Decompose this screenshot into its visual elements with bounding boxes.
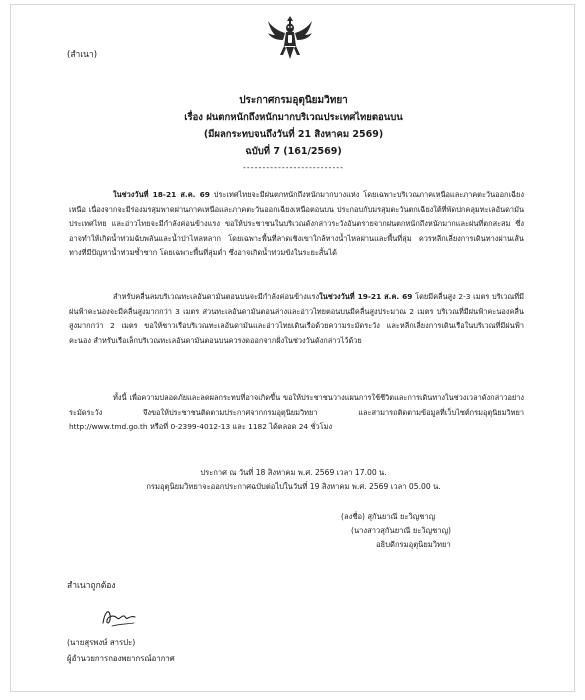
certifier-name: (นายสุรพงษ์ สารปะ) [67, 638, 136, 647]
issue-number: ฉบับที่ 7 (161/2569) [245, 146, 342, 157]
announcement-page [10, 4, 575, 692]
wave-warning-lead: สำหรับคลื่นลมบริเวณทะเลอันดามันตอนบนจะมีกำลังค่อนข้างแรง [113, 292, 320, 301]
paragraph-wave-warning [69, 290, 524, 348]
next-issue-notice: กรมอุตุนิยมวิทยาจะออกประกาศฉบับต่อไปในวันที่ 19 สิงหาคม พ.ศ. 2569 เวลา 05.00 น. [146, 482, 441, 491]
advisory-lead: ทั้งนี้ [113, 393, 127, 402]
announcement-subject: เรื่อง ฝนตกหนักถึงหนักมากบริเวณประเทศไทยตอนบน [184, 112, 403, 123]
rain-warning-dates: ในช่วงวันที่ 18-21 ส.ค. 69 [113, 190, 210, 199]
paragraph-rain-warning [69, 188, 524, 261]
wave-warning-body: โดยมีคลื่นสูง 2-3 เมตร บริเวณที่มีฝนฟ้าคะนองจะมีคลื่นสูงมากกว่า 3 เมตร ส่วนทะเลอันดามันตอนล่างและอ่าวไทยตอนบนมีคลื่นสูงประมาณ 2 เมตร บริเวณที่มีฝนฟ้าคะนองคลื่นสูงมากกว่า 2 เมตร ขอให้ชาวเรือบริเวณทะเลอันดามันและอ่าวไทยเดินเรือด้วยความระมัดระวัง และหลีกเลี่ยงการเดินเรือในบริเวณที่มีฝนฟ้าคะนอง สำหรับเรือเล็กบริเวณทะเลอันดามันตอนบนควรงดออกจากฝั่งในช่วงวันดังกล่าวไว้ด้วย [69, 292, 524, 345]
issued-datetime: ประกาศ ณ วันที่ 18 สิงหาคม พ.ศ. 2569 เวลา 17.00 น. [200, 468, 387, 477]
rain-warning-body: ประเทศไทยจะมีฝนตกหนักถึงหนักมากบางแห่ง โดยเฉพาะบริเวณภาคเหนือและภาคตะวันออกเฉียงเหนือ เนื่องจากจะมีร่องมรสุมพาดผ่านภาคเหนือและภาคตะวันออกเฉียงเหนือตอนบน ประกอบกับมรสุมตะวันตกเฉียงใต้ที่พัดปกคลุมทะเลอันดามัน ประเทศไทย และอ่าวไทยจะมีกำลังค่อนข้างแรง ขอให้ประชาชนในบริเวณดังกล่าวระวังอันตรายจากฝนตกหนักถึงหนักมากและฝนที่ตกสะสม ซึ่งอาจทำให้เกิดน้ำท่วมฉับพลันและน้ำป่าไหลหลาก โดยเฉพาะพื้นที่ลาดเชิงเขาใกล้ทางน้ำไหลผ่านและพื้นที่ลุ่ม ควรหลีกเลี่ยงการเดินทางผ่านเส้นทางที่มีปัญหาน้ำท่วมซ้ำซาก โดยเฉพาะพื้นที่ลุ่มต่ำ ซึ่งอาจเกิดน้ำท่วมขังในระยะสั้นได้ [69, 190, 524, 257]
effect-period: (มีผลกระทบจนถึงวันที่ 21 สิงหาคม 2569) [203, 129, 384, 140]
signer-name: (นางสาวสุกันยาณี ยะวิญชาญ) [351, 526, 451, 535]
advisory-body: เพื่อความปลอดภัยและลดผลกระทบที่อาจเกิดขึ้น ขอให้ประชาชนวางแผนการใช้ชีวิตและการเดินทางในช่วงเวลาดังกล่าวอย่างระมัดระวัง จึงขอให้ประชาชนติดตามประกาศจากกรมอุตุนิยมวิทยา และสามารถติดตามข้อมูลที่เว็บไซต์กรมอุตุนิยมวิทยา http://www.tmd.go.th หรือที่ 0-2399-4012-13 และ 1182 ได้ตลอด 24 ชั่วโมง [69, 393, 524, 431]
signer-position: อธิบดีกรมอุตุนิยมวิทยา [376, 540, 451, 549]
header-divider: -------------------------- [242, 163, 345, 172]
wave-warning-dates: ในช่วงวันที่ 19-21 ส.ค. 69 [319, 292, 413, 301]
announcement-title: ประกาศกรมอุตุนิยมวิทยา [239, 95, 348, 106]
certifier-position: ผู้อำนวยการกองพยากรณ์อากาศ [67, 654, 175, 663]
paragraph-advisory [69, 391, 524, 435]
signer-signed: (ลงชื่อ) สุกันยาณี ยะวิญชาญ [341, 512, 436, 521]
certified-copy-label: สำเนาถูกต้อง [67, 581, 116, 591]
garuda-emblem-icon [266, 13, 314, 63]
handwritten-signature-icon [99, 605, 139, 631]
copy-label: (สำเนา) [67, 50, 98, 60]
